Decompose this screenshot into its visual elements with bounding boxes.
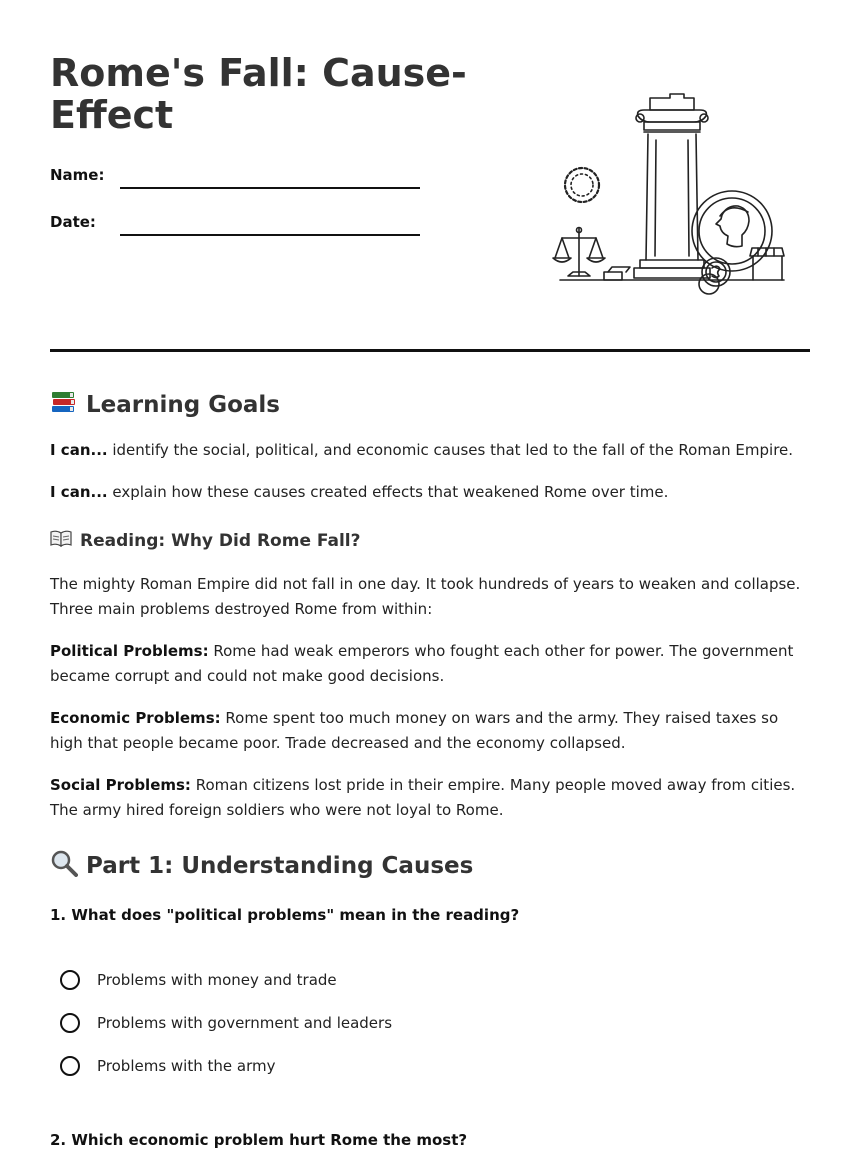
part1-heading-text: Part 1: Understanding Causes [86,853,474,879]
learning-goals-heading-text: Learning Goals [86,392,280,418]
part1-heading [50,849,473,883]
option-label: Problems with money and trade [97,971,337,989]
open-book-icon [50,529,72,552]
header-divider [50,349,810,352]
question-1: 1. What does "political problems" mean in the reading? [50,906,520,924]
books-icon [50,389,78,421]
reading-political: Political Problems: Rome had weak emperors who fought each other for power. The government became corrupt and could not make good decisions. [50,642,794,685]
learning-goals-heading [50,389,280,421]
question-1-option-3[interactable] [60,1056,275,1076]
reading-heading-text: Reading: Why Did Rome Fall? [80,530,361,551]
learning-goal-1: I can... identify the social, political, and economic causes that led to the fall of the Roman Empire. [50,441,794,459]
name-input-line[interactable] [120,187,420,189]
reading-economic: Economic Problems: Rome spent too much money on wars and the army. They raised taxes so high that people became poor. Trade decreased and the economy collapsed. [50,709,779,752]
question-1-option-1[interactable] [60,970,337,990]
option-label: Problems with the army [97,1057,276,1075]
reading-heading [50,529,361,552]
name-label: Name: [50,166,105,184]
magnifying-glass-icon [50,849,78,883]
option-label: Problems with government and leaders [97,1014,393,1032]
worksheet-title: Rome's Fall: Cause-Effect [50,51,467,137]
date-input-line[interactable] [120,234,420,236]
radio-button[interactable] [60,1056,80,1076]
learning-goal-2: I can... explain how these causes created effects that weakened Rome over time. [50,483,669,501]
roman-column-coin-scales-illustration [552,88,792,298]
radio-button[interactable] [60,1013,80,1033]
radio-button[interactable] [60,970,80,990]
date-label: Date: [50,213,96,231]
question-1-option-2[interactable] [60,1013,392,1033]
question-2: 2. Which economic problem hurt Rome the most? [50,1131,468,1149]
reading-intro: The mighty Roman Empire did not fall in one day. It took hundreds of years to weaken and collapse. Three main problems destroyed Rome from within: [50,575,801,618]
reading-social: Social Problems: Roman citizens lost pride in their empire. Many people moved away from cities. The army hired foreign soldiers who were not loyal to Rome. [50,776,796,819]
